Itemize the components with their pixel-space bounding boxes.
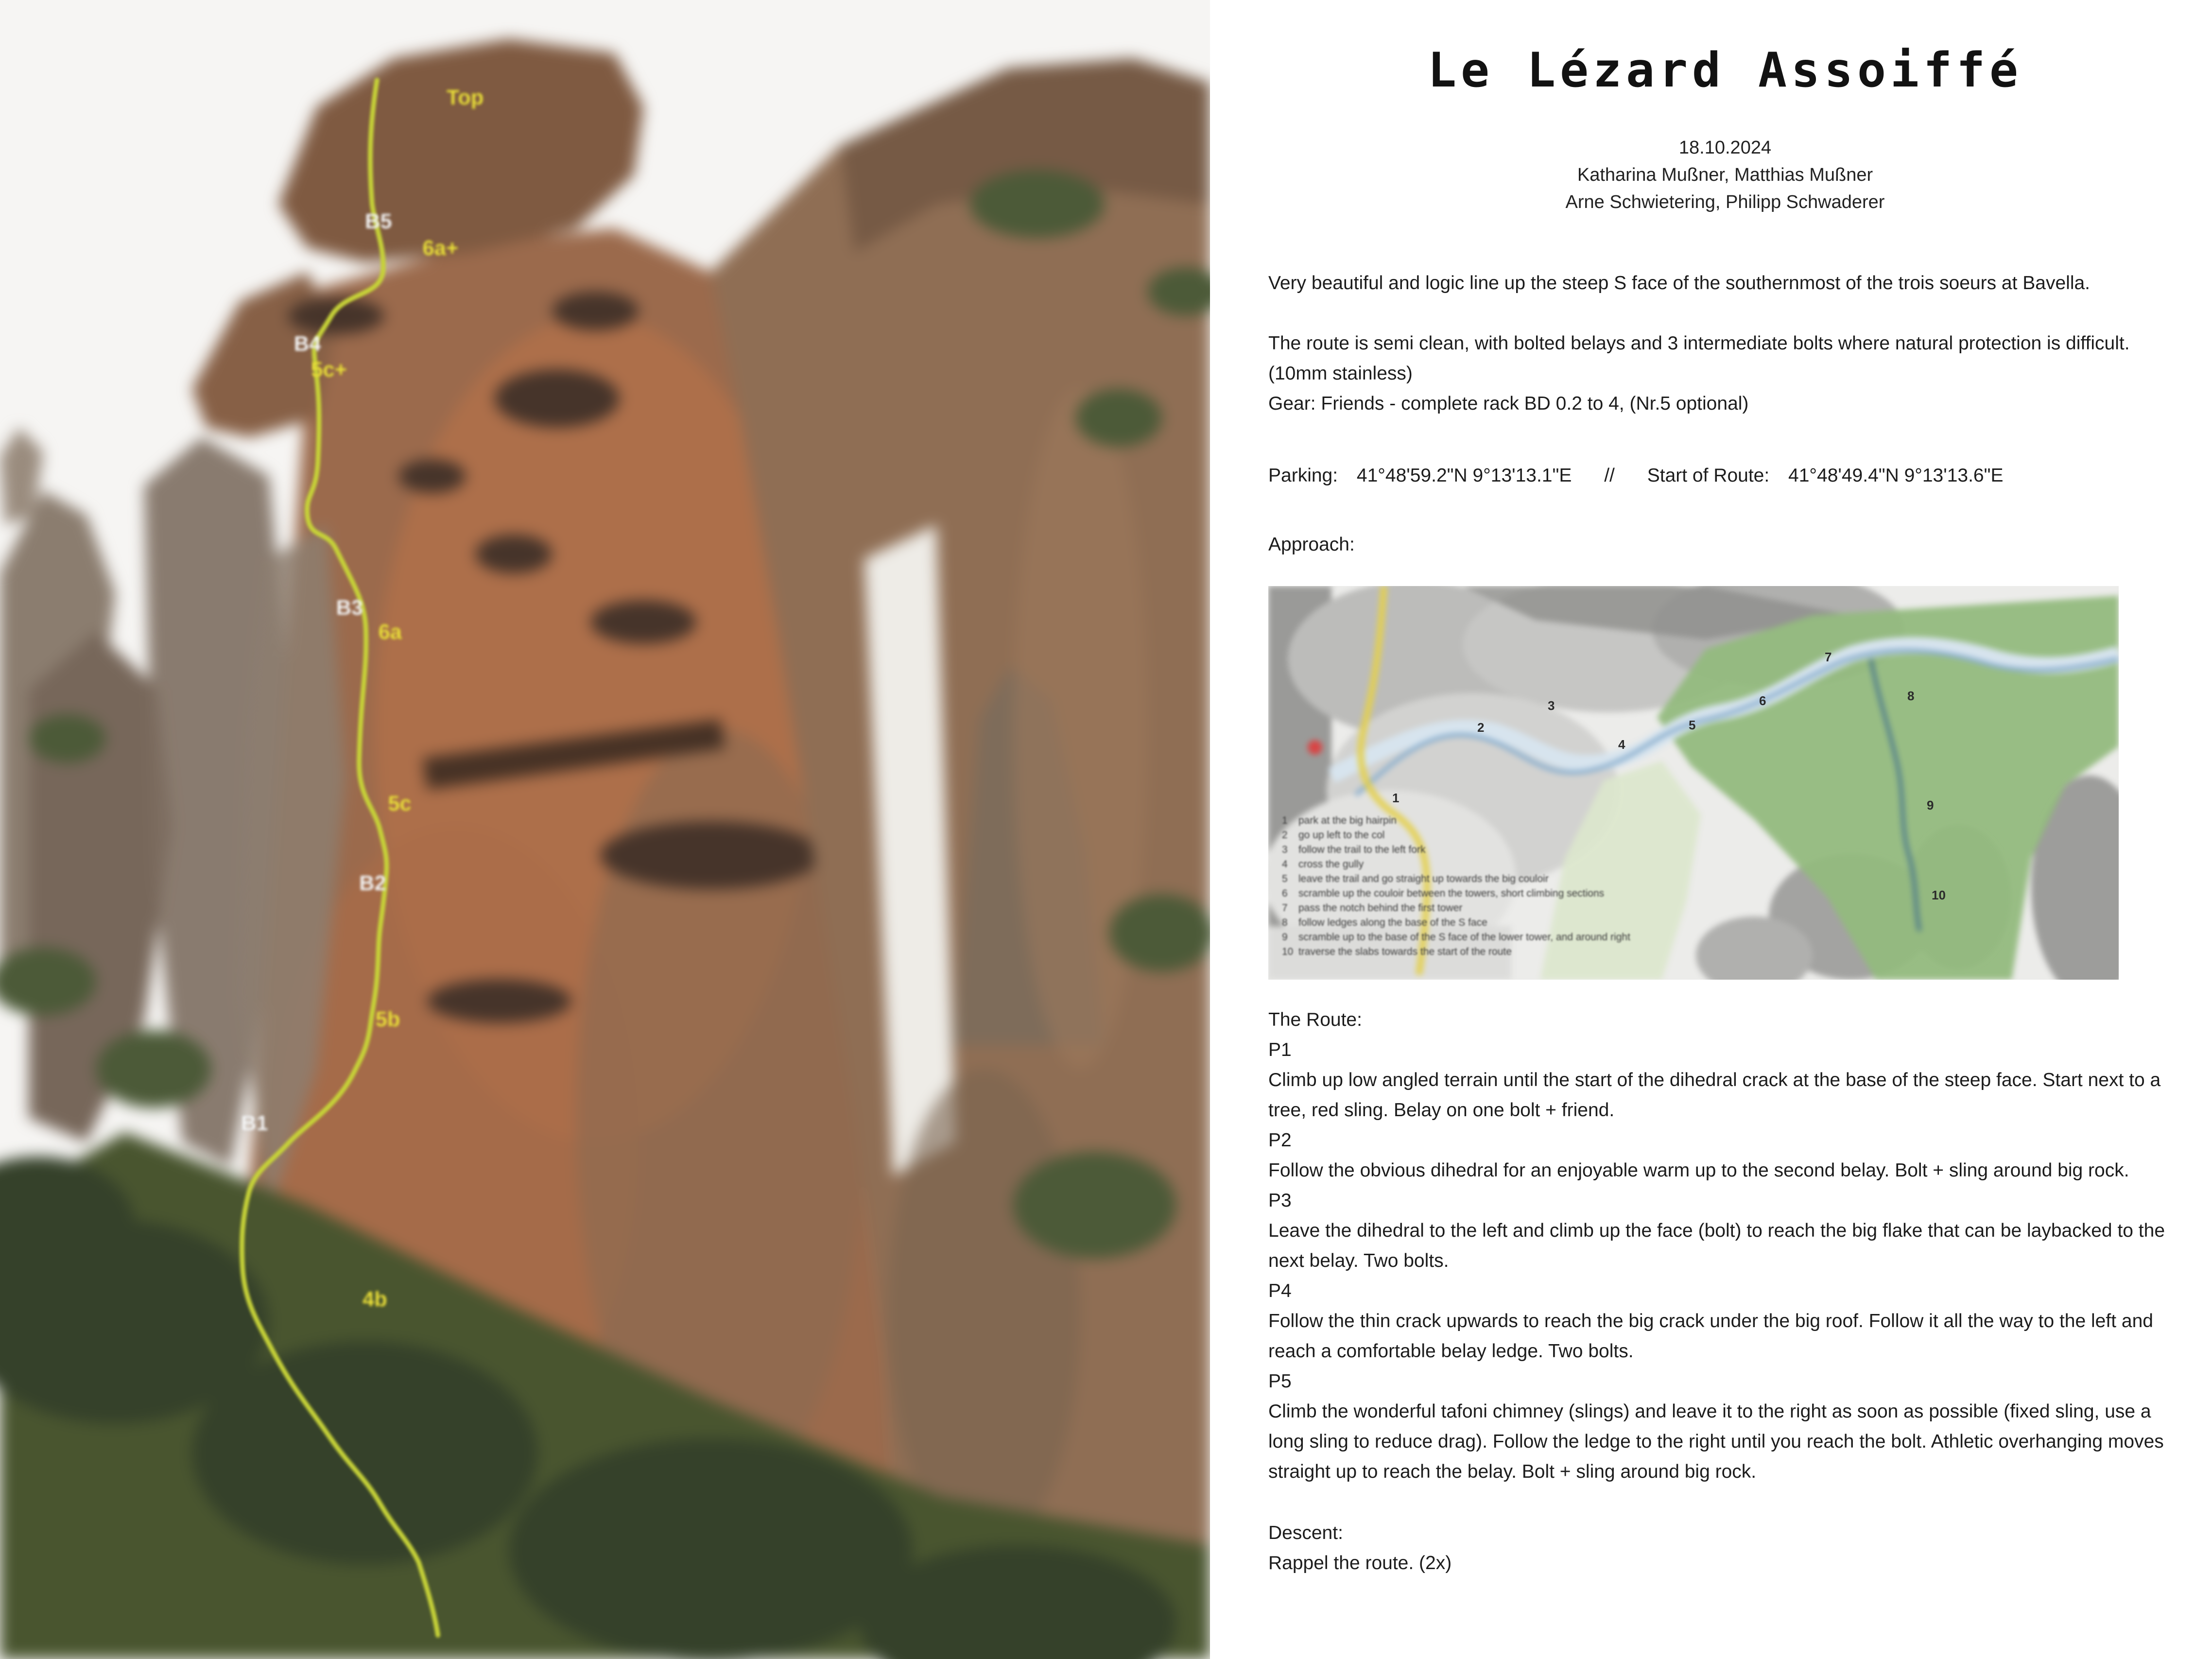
pitch-text: Climb the wonderful tafoni chimney (slings) and leave it to the right as soon as possible (fixed sling, use a long sling to reduce drag). Follow the ledge to the right until you reach the bolt. Athletic overhanging moves straight up to reach the belay. Bolt + sling around big rock. xyxy=(1268,1401,2164,1482)
meta-block xyxy=(1268,134,2182,216)
map-waypoint-number: 1 xyxy=(1392,791,1400,805)
descent-heading: Descent: xyxy=(1268,1522,1343,1543)
topo-text-column xyxy=(1268,43,2182,1578)
route-label: 5b xyxy=(375,1007,400,1032)
pitch-label: P5 xyxy=(1268,1371,1292,1392)
route-label: B2 xyxy=(359,871,386,896)
legend-item: 8 follow ledges along the base of the S face xyxy=(1282,917,1487,928)
parking-marker xyxy=(1308,740,1322,755)
route-label: B4 xyxy=(294,331,321,356)
legend-item: 4 cross the gully xyxy=(1282,859,1364,870)
route-label: B1 xyxy=(241,1111,268,1136)
map-waypoint-number: 10 xyxy=(1932,888,1946,902)
legend-item: 10 traverse the slabs towards the start of the route xyxy=(1282,946,1512,957)
date: 18.10.2024 xyxy=(1678,138,1772,158)
map-waypoint-number: 4 xyxy=(1618,737,1625,752)
description-paragraph-1: Very beautiful and logic line up the steep S face of the southernmost of the trois soeurs at Bavella. xyxy=(1268,273,2091,294)
route-heading: The Route: xyxy=(1268,1009,1362,1030)
route-label: 6a xyxy=(378,620,402,644)
legend-item: 2 go up left to the col xyxy=(1282,830,1385,841)
authors-line-1: Katharina Mußner, Matthias Mußner xyxy=(1577,165,1873,185)
pitch-text: Follow the thin crack upwards to reach the big crack under the big roof. Follow it all the way to the left and reach a comfortable belay ledge. Two bolts. xyxy=(1268,1311,2153,1362)
route-label: 5c xyxy=(388,791,412,816)
pitch-label: P3 xyxy=(1268,1190,1292,1211)
map-waypoint-number: 7 xyxy=(1825,650,1832,664)
route-label: B5 xyxy=(364,209,392,234)
map-waypoint-number: 9 xyxy=(1927,798,1934,812)
map-waypoint-number: 2 xyxy=(1477,720,1485,735)
approach-map xyxy=(1268,586,2119,980)
legend-item: 6 scramble up the couloir between the towers, short climbing sections xyxy=(1282,888,1605,899)
legend-item: 7 pass the notch behind the first tower xyxy=(1282,902,1463,914)
pitch-list xyxy=(1268,1035,2182,1487)
pitch-label: P2 xyxy=(1268,1130,1292,1151)
pitch-text: Follow the obvious dihedral for an enjoyable warm up to the second belay. Bolt + sling around big rock. xyxy=(1268,1160,2129,1181)
pitch-text: Leave the dihedral to the left and climb up the face (bolt) to reach the big flake that can be laybacked to the next belay. Two bolts. xyxy=(1268,1220,2165,1271)
description-gear: Gear: Friends - complete rack BD 0.2 to 4, (Nr.5 optional) xyxy=(1268,393,1749,414)
legend-item: 5 leave the trail and go straight up towards the big couloir xyxy=(1282,873,1549,884)
parking-label: Parking: xyxy=(1268,465,1338,486)
parking-row xyxy=(1268,461,2182,491)
route-label: 4b xyxy=(363,1287,387,1312)
legend-item: 9 scramble up to the base of the S face of the lower tower, and around right xyxy=(1282,932,1630,943)
map-waypoint-number: 5 xyxy=(1689,718,1696,732)
description-paragraph-2 xyxy=(1268,328,2182,419)
legend-item: 3 follow the trail to the left fork xyxy=(1282,844,1426,855)
pitch-text: Climb up low angled terrain until the start of the dihedral crack at the base of the steep face. Start next to a tree, red sling. Belay on one bolt + friend. xyxy=(1268,1070,2161,1121)
pitch-label: P1 xyxy=(1268,1039,1292,1060)
map-waypoint-number: 3 xyxy=(1548,698,1555,713)
route-label: 5c+ xyxy=(311,357,347,382)
legend-item: 1 park at the big hairpin xyxy=(1282,815,1397,826)
route-label: B3 xyxy=(336,595,363,620)
map-waypoint-number: 8 xyxy=(1907,689,1915,703)
approach-heading: Approach: xyxy=(1268,534,1355,555)
route-start-coordinates: 41°48'49.4"N 9°13'13.6"E xyxy=(1788,465,2004,486)
map-waypoint-number: 6 xyxy=(1759,693,1766,708)
page-title: Le Lézard Assoiffé xyxy=(1427,43,2023,98)
separator: // xyxy=(1604,465,1615,486)
route-start-label: Start of Route: xyxy=(1647,465,1770,486)
parking-coordinates: 41°48'59.2"N 9°13'13.1"E xyxy=(1356,465,1572,486)
description-protection: The route is semi clean, with bolted belays and 3 intermediate bolts where natural protection is difficult. (10mm stainless) xyxy=(1268,333,2130,384)
route-label: Top xyxy=(446,85,484,110)
authors-line-2: Arne Schwietering, Philipp Schwaderer xyxy=(1565,192,1885,212)
pitch-label: P4 xyxy=(1268,1280,1292,1301)
descent-text: Rappel the route. (2x) xyxy=(1268,1553,1452,1573)
route-label: 6a+ xyxy=(422,236,459,260)
map-legend xyxy=(1282,813,1651,959)
